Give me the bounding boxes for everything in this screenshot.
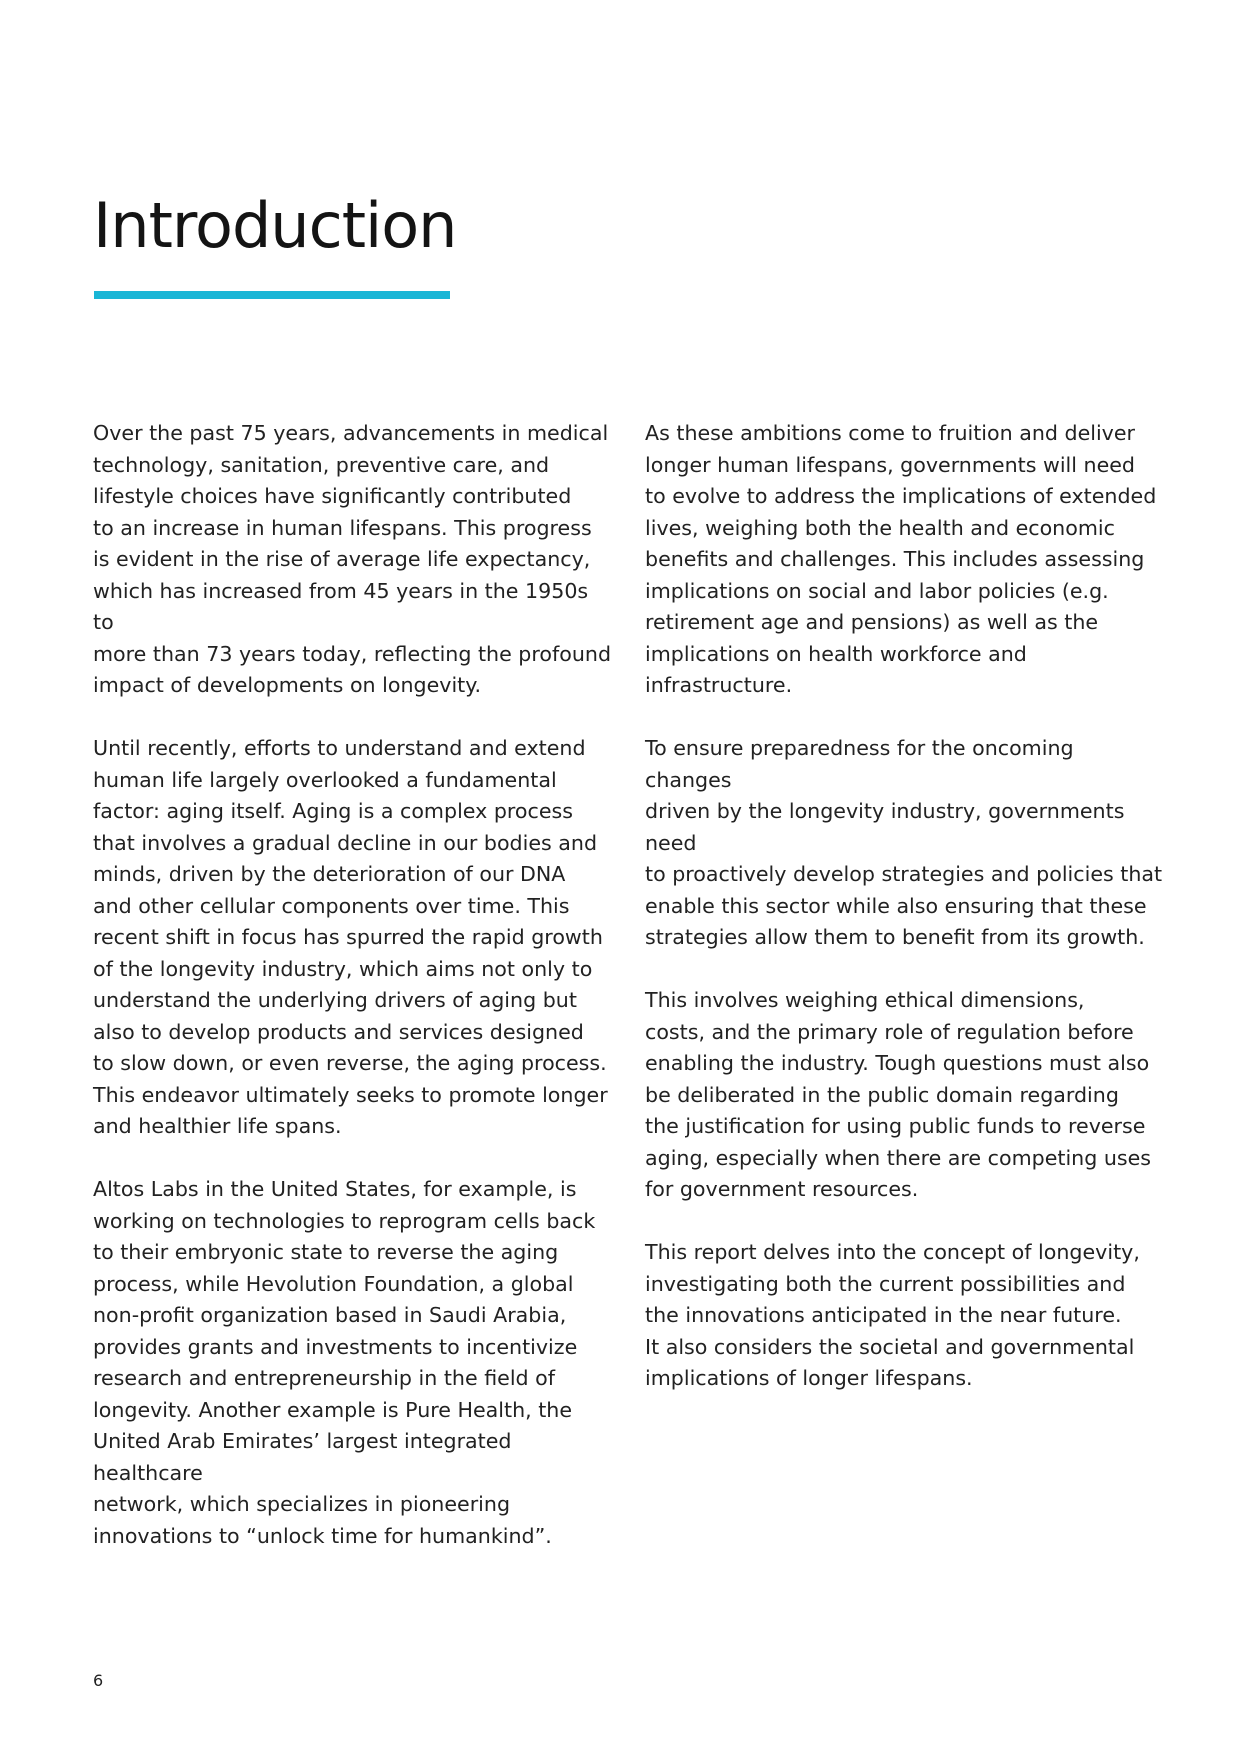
right-column [645, 418, 1165, 1426]
intro-paragraph-1: Over the past 75 years, advancements in medical technology, sanitation, preventive care, and lifestyle choices have significantly contributed to an increase in human lifespans. This progress is evident in the rise of average life expectancy, which has increased from 45 years in the 1950s to more than 73 years today, reflecting the profound impact of developments on longevity. [93, 421, 612, 697]
intro-paragraph-7: This report delves into the concept of longevity, investigating both the current possibilities and the innovations anticipated in the near future. It also considers the societal and governmental implications of longer lifespans. [645, 1240, 1140, 1390]
left-column [93, 418, 613, 1584]
intro-paragraph-4: As these ambitions come to fruition and deliver longer human lifespans, governments will need to evolve to address the implications of extended lives, weighing both the health and economic benefits and challenges. This includes assessing implications on social and labor policies (e.g. retirement age and pensions) as well as the implications on health workforce and infrastructure. [645, 421, 1157, 697]
title-underline [94, 291, 450, 299]
page-number: 6 [93, 1671, 104, 1690]
intro-paragraph-2: Until recently, efforts to understand and extend human life largely overlooked a fundamental factor: aging itself. Aging is a complex process that involves a gradual decline in our bodies and minds, driven by the deterioration of our DNA and other cellular components over time. This recent shift in focus has spurred the rapid growth of the longevity industry, which aims not only to understand the underlying drivers of aging but also to develop products and services designed to slow down, or even reverse, the aging process. This endeavor ultimately seeks to promote longer and healthier life spans. [93, 736, 608, 1138]
intro-paragraph-3: Altos Labs in the United States, for example, is working on technologies to reprogram cells back to their embryonic state to reverse the aging process, while Hevolution Foundation, a global non-profit organization based in Saudi Arabia, provides grants and investments to incentivize research and entrepreneurship in the field of longevity. Another example is Pure Health, the United Arab Emirates’ largest integrated healthcare network, which specializes in pioneering innovations to “unlock time for humankind”. [93, 1177, 596, 1548]
intro-paragraph-6: This involves weighing ethical dimensions, costs, and the primary role of regulation before enabling the industry. Tough questions must also be deliberated in the public domain regarding the justification for using public funds to reverse aging, especially when there are competing uses for government resources. [645, 988, 1152, 1201]
page-title: Introduction [93, 189, 457, 262]
intro-paragraph-5: To ensure preparedness for the oncoming changes driven by the longevity industry, governments need to proactively develop strategies and policies that enable this sector while also ensuring that these strategies allow them to benefit from its growth. [645, 736, 1163, 949]
